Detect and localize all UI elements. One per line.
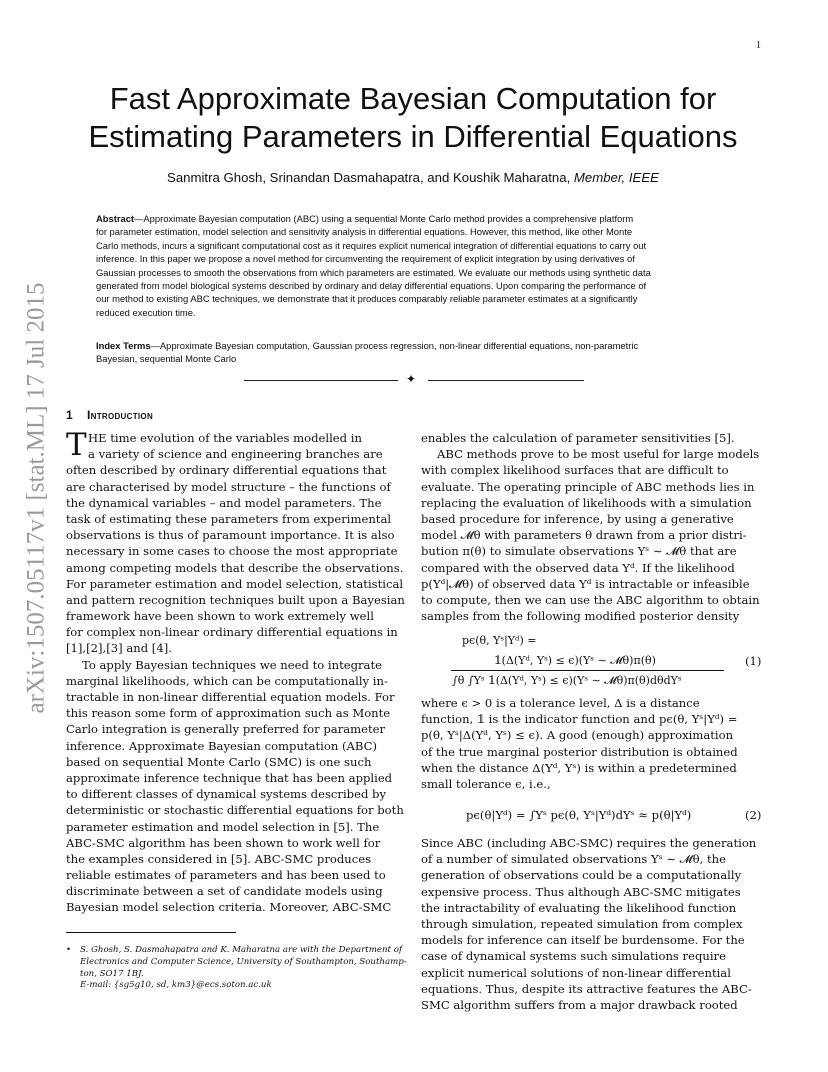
right-column-middle xyxy=(421,695,764,792)
text-line: expensive process. Thus although ABC-SMC mitigates xyxy=(421,884,741,899)
divider-diamond-icon: ✦ xyxy=(406,372,417,386)
text-line: the intractability of evaluating the likelihood function xyxy=(421,900,737,915)
text-line: model 𝓜θ with parameters θ drawn from a prior distri- xyxy=(421,528,747,543)
right-column-top xyxy=(421,430,764,624)
text-line: to different classes of dynamical systems described by xyxy=(66,787,387,802)
section-number: 1 xyxy=(66,408,73,422)
abstract-line: reduced execution time. xyxy=(96,306,196,318)
text-line: Since ABC (including ABC-SMC) requires the generation xyxy=(421,836,757,850)
abstract-line: Carlo methods, incurs a significant computational cost as it requires explicit numerical integration of differential equations to carry out xyxy=(96,239,647,251)
left-column xyxy=(66,427,406,916)
text-line: small tolerance ϵ, i.e., xyxy=(421,776,551,791)
text-line: of a number of simulated observations Yˢ ∼ 𝓜θ, the xyxy=(421,852,726,867)
text-line: Bayesian model selection criteria. Moreover, ABC-SMC xyxy=(66,900,392,915)
text-line: where ϵ > 0 is a tolerance level, Δ is a distance xyxy=(421,696,700,710)
text-line: HE time evolution of the variables modelled in xyxy=(88,431,362,445)
abstract-line: Gaussian processes to smooth the observations from which parameters are estimated. We evaluate our methods using synthetic data xyxy=(96,266,651,278)
abstract-line: generated from model biological systems described by ordinary and delay differential equations. Upon comparing the performance of xyxy=(96,280,647,292)
drop-cap: T xyxy=(66,427,87,463)
text-line: enables the calculation of parameter sensitivities [5]. xyxy=(421,431,735,445)
text-line: evaluate. The operating principle of ABC methods lies in xyxy=(421,479,755,494)
equation-1-denominator: ∫θ ∫Yˢ 𝟙(Δ(Yᵈ, Yˢ) ≤ ϵ)(Yˢ ∼ 𝓜θ)π(θ)dθdYˢ xyxy=(452,674,682,687)
arxiv-side-identifier xyxy=(16,268,56,728)
arxiv-identifier-text: arXiv:1507.05117v1 [stat.ML] 17 Jul 2015 xyxy=(22,282,50,714)
index-terms-line xyxy=(96,339,736,352)
text-line: models for inference can itself be burdensome. For the xyxy=(421,933,745,948)
text-line: based on sequential Monte Carlo (SMC) is one such xyxy=(66,754,372,769)
author-list xyxy=(60,170,766,185)
text-line: the examples considered in [5]. ABC-SMC produces xyxy=(66,851,372,866)
text-line: when the distance Δ(Yᵈ, Yˢ) is within a predetermined xyxy=(421,760,737,775)
footnote-line: Electronics and Computer Science, University of Southampton, Southamp- xyxy=(80,956,407,967)
equation-1-number: (1) xyxy=(745,654,762,668)
divider-right-rule xyxy=(428,380,584,381)
index-terms-label: Index Terms xyxy=(96,340,151,351)
text-line: parameter estimation and model selection in [5]. The xyxy=(66,819,380,834)
text-line: among competing models that describe the observations. xyxy=(66,560,404,575)
section-title: Introduction xyxy=(86,408,154,422)
text-line: deterministic or stochastic differential equations for both xyxy=(66,803,404,818)
paper-title xyxy=(60,80,766,156)
text-line: based procedure for inference, by using a generative xyxy=(421,511,734,526)
text-line: a variety of science and engineering branches are xyxy=(88,447,383,462)
text-line: replacing the evaluation of likelihoods with a simulation xyxy=(421,495,752,510)
abstract-label: Abstract xyxy=(96,213,135,224)
index-terms-text: —Approximate Bayesian computation, Gaussian process regression, non-linear differential equations, non-parametric xyxy=(150,340,639,351)
text-line: for complex non-linear ordinary differential equations in xyxy=(66,625,398,640)
text-line: equations. Thus, despite its attractive features the ABC- xyxy=(421,981,752,996)
abstract-line: for parameter estimation, model selection and sensitivity analysis in differential equations. However, this method, like other Monte xyxy=(96,226,633,238)
text-line: p(θ, Yˢ|Δ(Yᵈ, Yˢ) ≤ ϵ). A good (enough) approximation xyxy=(421,728,734,743)
text-line: this reason some form of approximation such as Monte xyxy=(66,706,391,721)
divider-left-rule xyxy=(244,380,398,381)
text-line: marginal likelihoods, which can be computationally in- xyxy=(66,673,388,688)
text-line: with complex likelihood surfaces that are difficult to xyxy=(421,463,729,478)
text-line: approximate inference technique that has been applied xyxy=(66,770,393,785)
abstract-line: our method to existing ABC techniques, we demonstrate that it produces comparably reliable parameter estimates at a significantly xyxy=(96,293,638,305)
text-line: to compute, then we can use the ABC algorithm to obtain xyxy=(421,592,760,607)
equation-1-lhs: pϵ(θ, Yˢ|Yᵈ) = xyxy=(462,634,537,647)
text-line: ABC methods prove to be most useful for large models xyxy=(437,447,760,462)
text-line: through simulation, repeated simulation from complex xyxy=(421,916,743,931)
text-line: task of estimating these parameters from experimental xyxy=(66,511,392,526)
text-line: observations is thus of paramount importance. It is also xyxy=(66,528,395,543)
text-line: function, 𝟙 is the indicator function and pϵ(θ, Yˢ|Yᵈ) = xyxy=(421,712,738,727)
text-line: For parameter estimation and model selection, statistical xyxy=(66,576,404,591)
text-line: tractable in non-linear differential equation models. For xyxy=(66,690,395,704)
text-line: necessary in some cases to choose the most appropriate xyxy=(66,544,398,559)
text-line: framework have been shown to work extremely well xyxy=(66,609,374,624)
text-line: samples from the following modified posterior density xyxy=(421,609,740,624)
right-column-bottom xyxy=(421,835,764,1013)
text-line: of the true marginal posterior distribution is obtained xyxy=(421,744,738,759)
equation-1-numerator: 𝟙(Δ(Yᵈ, Yˢ) ≤ ϵ)(Yˢ ∼ 𝓜θ)π(θ) xyxy=(494,654,656,667)
text-line: reliable estimates of parameters and has been used to xyxy=(66,868,386,883)
text-line: SMC algorithm suffers from a major drawback rooted xyxy=(421,997,738,1012)
author-membership: Member, IEEE xyxy=(573,170,659,185)
abstract-line xyxy=(96,212,736,225)
footnote-line: S. Ghosh, S. Dasmahapatra and K. Maharatna are with the Department of xyxy=(80,945,403,955)
abstract xyxy=(96,212,736,319)
equation-1-fraction-bar xyxy=(451,670,724,671)
section-heading xyxy=(66,408,153,422)
title-line: Estimating Parameters in Differential Equations xyxy=(88,119,738,154)
text-line: explicit numerical solutions of non-linear differential xyxy=(421,965,731,980)
text-line: To apply Bayesian techniques we need to integrate xyxy=(82,657,382,672)
equation-2-number: (2) xyxy=(745,808,762,822)
footnote-line: E-mail: {sg5g10, sd, km3}@ecs.soton.ac.uk xyxy=(80,980,272,991)
text-line: p(Yᵈ|𝓜θ) of observed data Yᵈ is intractable or infeasible xyxy=(421,576,750,591)
text-line: inference. Approximate Bayesian computation (ABC) xyxy=(66,738,378,753)
text-line: often described by ordinary differential equations that xyxy=(66,463,387,478)
text-line: are characterised by model structure – the functions of xyxy=(66,479,391,494)
index-terms-line: Bayesian, sequential Monte Carlo xyxy=(96,353,237,365)
footnote-rule xyxy=(66,932,236,933)
text-line: discriminate between a set of candidate models using xyxy=(66,884,383,899)
text-line: and pattern recognition techniques built upon a Bayesian xyxy=(66,592,405,607)
equation-2: pϵ(θ|Yᵈ) = ∫Yˢ pϵ(θ, Yˢ|Yᵈ)dYˢ ≈ p(θ|Yᵈ) xyxy=(466,808,692,822)
text-line: Carlo integration is generally preferred for parameter xyxy=(66,722,386,737)
footnote-line: ton, SO17 1BJ. xyxy=(80,968,144,979)
text-line: generation of observations could be a computationally xyxy=(421,868,742,883)
footnote xyxy=(66,945,411,992)
text-line: ABC-SMC algorithm has been shown to work well for xyxy=(66,835,381,850)
author-names: Sanmitra Ghosh, Srinandan Dasmahapatra, and Koushik Maharatna, xyxy=(167,170,571,185)
abstract-line: inference. In this paper we propose a novel method for circumventing the requirement of explicit integration by using derivatives of xyxy=(96,253,635,265)
page-number: 1 xyxy=(756,40,761,51)
text-line: [1],[2],[3] and [4]. xyxy=(66,641,172,656)
text-line: bution π(θ) to simulate observations Yˢ ∼ 𝓜θ that are xyxy=(421,544,737,559)
text-line: case of dynamical systems such simulations require xyxy=(421,949,726,964)
abstract-text: —Approximate Bayesian computation (ABC) using a sequential Monte Carlo method provides a comprehensive platform xyxy=(134,213,634,224)
text-line: the dynamical variables – and model parameters. The xyxy=(66,495,382,510)
title-line: Fast Approximate Bayesian Computation for xyxy=(109,81,717,116)
footnote-bullet: • xyxy=(66,945,72,955)
index-terms xyxy=(96,339,736,366)
text-line: compared with the observed data Yᵈ. If the likelihood xyxy=(421,560,735,575)
